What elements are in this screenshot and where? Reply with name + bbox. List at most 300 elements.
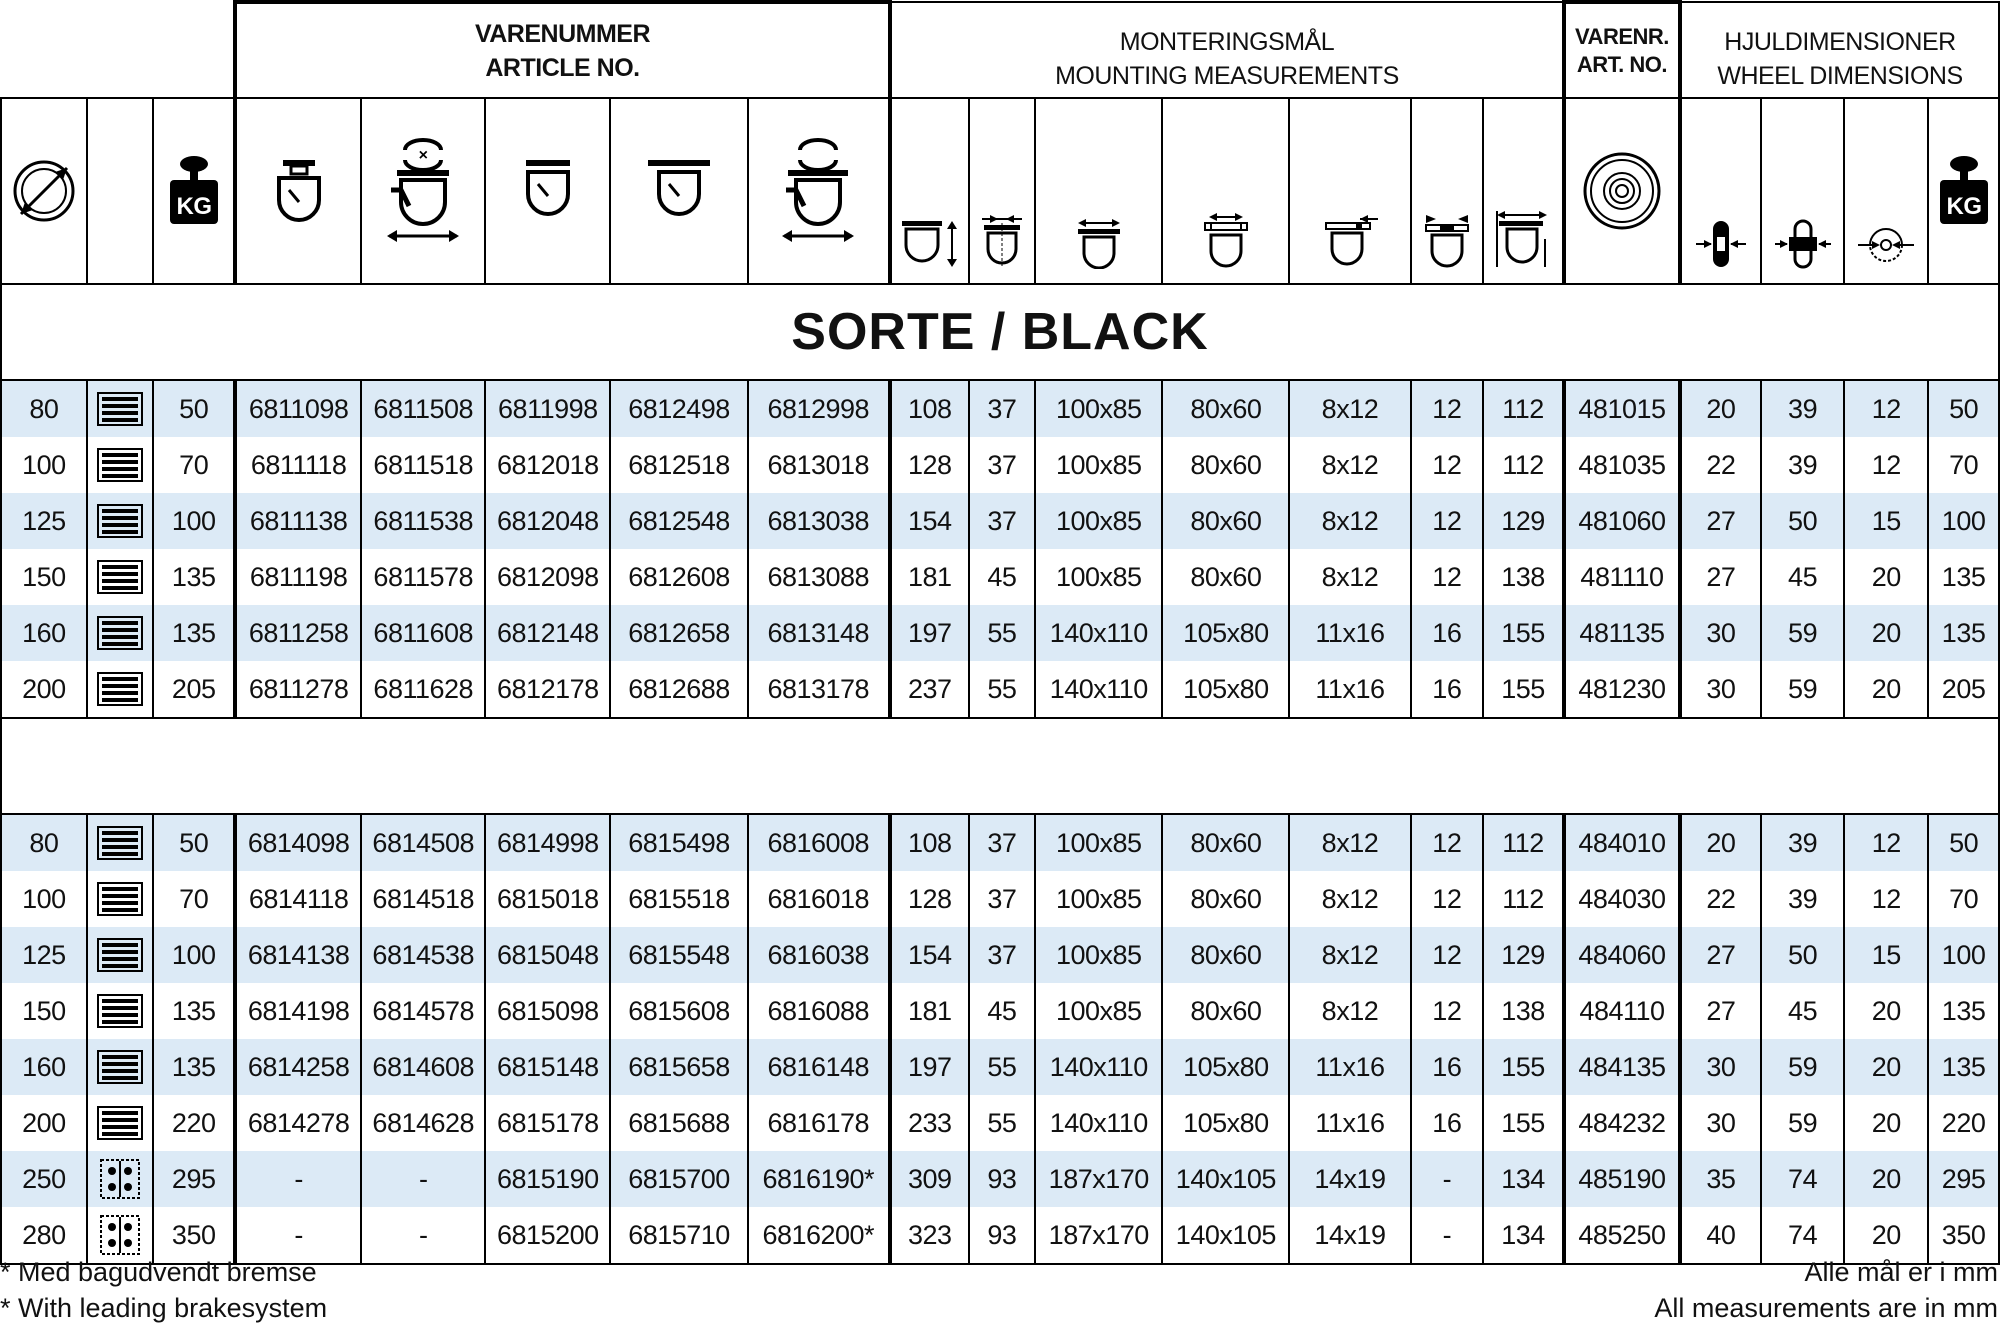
table-cell: 6814508: [361, 814, 485, 871]
swivel-brake-caster-icon: [361, 98, 485, 284]
tread-lines-icon: [87, 1095, 154, 1151]
table-cell: 350: [1928, 1207, 1999, 1264]
table-cell: 93: [969, 1207, 1036, 1264]
tread-lines-icon: [87, 983, 154, 1039]
table-cell: 112: [1483, 437, 1564, 493]
table-cell: 138: [1483, 549, 1564, 605]
table-cell: 295: [153, 1151, 235, 1207]
table-cell: 12: [1411, 437, 1484, 493]
table-cell: 35: [1680, 1151, 1761, 1207]
table-cell: 6816200*: [748, 1207, 890, 1264]
table-cell: 6812148: [485, 605, 610, 661]
fixed-plate-caster-icon: [610, 98, 747, 284]
table-cell: -: [361, 1151, 485, 1207]
table-cell: 220: [153, 1095, 235, 1151]
table-cell: 6814998: [485, 814, 610, 871]
table-cell: 6812018: [485, 437, 610, 493]
table-cell: 100x85: [1035, 437, 1162, 493]
table-cell: 80x60: [1162, 927, 1289, 983]
wheel-dimensions-header: [1680, 2, 1999, 98]
table-cell: 6815018: [485, 871, 610, 927]
table-cell: 6813148: [748, 605, 890, 661]
table-cell: 481110: [1564, 549, 1680, 605]
table-cell: 55: [969, 605, 1036, 661]
tread-lines-icon: [87, 493, 154, 549]
table-cell: 93: [969, 1151, 1036, 1207]
article-no-header-dk: VARENUMMER: [474, 19, 651, 48]
table-cell: 6814098: [235, 814, 361, 871]
table-cell: 154: [890, 493, 969, 549]
mounting-header-dk: MONTERINGSMÅL: [1119, 28, 1335, 56]
table-cell: 197: [890, 605, 969, 661]
table-cell: 20: [1844, 549, 1928, 605]
table-cell: 15: [1844, 927, 1928, 983]
wheel-width-icon: [1680, 98, 1761, 284]
table-cell: 135: [1928, 605, 1999, 661]
kg-label: KG: [176, 193, 212, 220]
table-cell: 59: [1761, 605, 1845, 661]
table-cell: 6815700: [610, 1151, 747, 1207]
table-cell: 6812608: [610, 549, 747, 605]
table-cell: 80x60: [1162, 380, 1289, 437]
table-cell: 6811508: [361, 380, 485, 437]
wheel-art-no-header-en: ART. NO.: [1576, 51, 1668, 77]
table-cell: 6815498: [610, 814, 747, 871]
table-cell: 50: [1928, 380, 1999, 437]
table-cell: 6811118: [235, 437, 361, 493]
tread-lines-icon: [87, 814, 154, 871]
table-cell: 6815048: [485, 927, 610, 983]
table-cell: 100x85: [1035, 871, 1162, 927]
footnote-en: * With leading brakesystem: [0, 1293, 328, 1323]
table-cell: 108: [890, 380, 969, 437]
table-cell: 50: [1761, 493, 1845, 549]
table-cell: 11x16: [1289, 661, 1410, 718]
table-cell: 80x60: [1162, 814, 1289, 871]
table-cell: 128: [890, 437, 969, 493]
table-cell: 6814538: [361, 927, 485, 983]
table-cell: 6811538: [361, 493, 485, 549]
table-cell: 39: [1761, 814, 1845, 871]
table-cell: 128: [890, 871, 969, 927]
table-cell: 140x110: [1035, 661, 1162, 718]
table-row: [1, 1095, 1999, 1151]
table-cell: 134: [1483, 1151, 1564, 1207]
units-note: [1654, 1254, 1998, 1326]
table-cell: 6814578: [361, 983, 485, 1039]
table-cell: 237: [890, 661, 969, 718]
table-cell: 8x12: [1289, 380, 1410, 437]
units-note-en: All measurements are in mm: [1654, 1293, 1998, 1323]
table-cell: 6815098: [485, 983, 610, 1039]
table-row: [1, 549, 1999, 605]
table-cell: 70: [1928, 437, 1999, 493]
table-cell: 12: [1844, 871, 1928, 927]
table-cell: 12: [1844, 814, 1928, 871]
table-cell: 295: [1928, 1151, 1999, 1207]
table-cell: 485250: [1564, 1207, 1680, 1264]
table-cell: 6811258: [235, 605, 361, 661]
table-cell: 20: [1844, 605, 1928, 661]
table-cell: 105x80: [1162, 1095, 1289, 1151]
table-row: [1, 814, 1999, 871]
table-cell: 6811138: [235, 493, 361, 549]
table-cell: 100: [1, 871, 87, 927]
wheel-kg-icon: [1928, 98, 1999, 284]
table-cell: 112: [1483, 871, 1564, 927]
table-cell: 280: [1, 1207, 87, 1264]
table-cell: 140x110: [1035, 1039, 1162, 1095]
table-cell: 27: [1680, 493, 1761, 549]
table-cell: 6813178: [748, 661, 890, 718]
table-cell: 6816088: [748, 983, 890, 1039]
table-cell: 20: [1844, 1095, 1928, 1151]
table-cell: 481135: [1564, 605, 1680, 661]
table-cell: 12: [1411, 493, 1484, 549]
table-cell: 105x80: [1162, 605, 1289, 661]
table-cell: 150: [1, 983, 87, 1039]
table-cell: 12: [1411, 814, 1484, 871]
table-cell: 138: [1483, 983, 1564, 1039]
table-cell: 6816148: [748, 1039, 890, 1095]
table-cell: 309: [890, 1151, 969, 1207]
table-cell: 12: [1844, 437, 1928, 493]
table-cell: 233: [890, 1095, 969, 1151]
table-cell: 80x60: [1162, 983, 1289, 1039]
table-cell: 20: [1680, 814, 1761, 871]
table-cell: 27: [1680, 927, 1761, 983]
mounting-header: [890, 2, 1564, 98]
table-cell: 484232: [1564, 1095, 1680, 1151]
table-cell: 16: [1411, 661, 1484, 718]
table-cell: 108: [890, 814, 969, 871]
table-cell: 27: [1680, 549, 1761, 605]
table-cell: 37: [969, 927, 1036, 983]
table-cell: 37: [969, 871, 1036, 927]
table-cell: 20: [1844, 1039, 1928, 1095]
tread-lines-icon: [87, 871, 154, 927]
total-height-icon: [890, 98, 969, 284]
table-cell: 140x105: [1162, 1207, 1289, 1264]
table-cell: 100: [1928, 927, 1999, 983]
footnotes: [0, 1254, 327, 1326]
table-second-section: [1, 814, 1999, 1264]
table-cell: 140x105: [1162, 1151, 1289, 1207]
tread-lines-icon: [87, 927, 154, 983]
table-cell: 100: [1928, 493, 1999, 549]
table-cell: 6814628: [361, 1095, 485, 1151]
table-cell: 205: [1928, 661, 1999, 718]
table-cell: 484135: [1564, 1039, 1680, 1095]
table-cell: 6811198: [235, 549, 361, 605]
table-cell: 105x80: [1162, 661, 1289, 718]
wheel-dimensions-header-dk: HJULDIMENSIONER: [1724, 28, 1956, 56]
table-cell: 187x170: [1035, 1151, 1162, 1207]
table-cell: 6811628: [361, 661, 485, 718]
table-cell: 6816190*: [748, 1151, 890, 1207]
swivel-caster-icon: [235, 98, 361, 284]
table-cell: 112: [1483, 380, 1564, 437]
table-cell: 27: [1680, 983, 1761, 1039]
table-cell: 8x12: [1289, 983, 1410, 1039]
table-cell: 15: [1844, 493, 1928, 549]
wheel-art-no-header-dk: VARENR.: [1575, 23, 1669, 49]
table-cell: 135: [1928, 1039, 1999, 1095]
offset-icon: [969, 98, 1036, 284]
table-cell: 155: [1483, 661, 1564, 718]
table-cell: 100x85: [1035, 983, 1162, 1039]
table-cell: 154: [890, 927, 969, 983]
table-cell: 135: [153, 605, 235, 661]
table-cell: 481015: [1564, 380, 1680, 437]
section-title: SORTE / BLACK: [1, 284, 1999, 380]
table-cell: -: [1411, 1207, 1484, 1264]
table-cell: 14x19: [1289, 1151, 1410, 1207]
table-cell: 45: [969, 549, 1036, 605]
table-cell: 112: [1483, 814, 1564, 871]
table-cell: 481230: [1564, 661, 1680, 718]
table-cell: 70: [153, 437, 235, 493]
table-cell: 6811998: [485, 380, 610, 437]
table-cell: 160: [1, 1039, 87, 1095]
table-cell: 11x16: [1289, 1095, 1410, 1151]
table-cell: 140x110: [1035, 605, 1162, 661]
table-cell: 6812548: [610, 493, 747, 549]
kg-load-icon: [153, 98, 235, 284]
table-cell: 6814278: [235, 1095, 361, 1151]
table-cell: 16: [1411, 1095, 1484, 1151]
tread-lines-icon: [87, 437, 154, 493]
table-cell: 45: [1761, 549, 1845, 605]
tread-lines-icon: [87, 1039, 154, 1095]
table-cell: -: [235, 1207, 361, 1264]
table-cell: 134: [1483, 1207, 1564, 1264]
table-cell: 6816038: [748, 927, 890, 983]
table-cell: 12: [1411, 983, 1484, 1039]
table-cell: 40: [1680, 1207, 1761, 1264]
table-cell: 6814138: [235, 927, 361, 983]
table-cell: 6811608: [361, 605, 485, 661]
table-cell: 8x12: [1289, 437, 1410, 493]
table-cell: 140x110: [1035, 1095, 1162, 1151]
table-cell: 200: [1, 1095, 87, 1151]
table-cell: 481060: [1564, 493, 1680, 549]
tread-lines-icon: [87, 549, 154, 605]
table-cell: 20: [1844, 661, 1928, 718]
table-cell: 6814258: [235, 1039, 361, 1095]
bolt-hole-icon: [1289, 98, 1410, 284]
table-cell: 135: [1928, 983, 1999, 1039]
table-cell: 181: [890, 549, 969, 605]
table-cell: 30: [1680, 1039, 1761, 1095]
table-cell: 187x170: [1035, 1207, 1162, 1264]
table-cell: 6812098: [485, 549, 610, 605]
table-cell: 129: [1483, 493, 1564, 549]
table-cell: 55: [969, 661, 1036, 718]
table-cell: 100x85: [1035, 549, 1162, 605]
table-row: [1, 1039, 1999, 1095]
table-row: [1, 983, 1999, 1039]
header-blank: [1, 2, 235, 98]
table-cell: 6815608: [610, 983, 747, 1039]
table-cell: 129: [1483, 927, 1564, 983]
table-cell: 12: [1411, 380, 1484, 437]
table-cell: 6811098: [235, 380, 361, 437]
section-spacer: [1, 718, 1999, 814]
table-cell: 6813018: [748, 437, 890, 493]
table-cell: 105x80: [1162, 1039, 1289, 1095]
table-cell: 100x85: [1035, 493, 1162, 549]
table-cell: 37: [969, 493, 1036, 549]
table-cell: 59: [1761, 1095, 1845, 1151]
table-cell: 6815518: [610, 871, 747, 927]
table-cell: 6814198: [235, 983, 361, 1039]
table-cell: 125: [1, 927, 87, 983]
bolt-diameter-icon: [1411, 98, 1484, 284]
table-cell: 55: [969, 1095, 1036, 1151]
table-cell: 205: [153, 661, 235, 718]
table-cell: 45: [969, 983, 1036, 1039]
tread-lines-icon: [87, 605, 154, 661]
table-cell: 50: [1928, 814, 1999, 871]
table-cell: 50: [153, 380, 235, 437]
article-no-header: [235, 2, 890, 98]
table-row: [1, 1151, 1999, 1207]
wheel-kg-label: KG: [1946, 193, 1982, 220]
table-cell: 74: [1761, 1151, 1845, 1207]
table-cell: 20: [1844, 1207, 1928, 1264]
table-cell: 100: [1, 437, 87, 493]
table-cell: 250: [1, 1151, 87, 1207]
table-cell: 80: [1, 814, 87, 871]
table-row: [1, 927, 1999, 983]
table-cell: 100x85: [1035, 380, 1162, 437]
table-cell: 484110: [1564, 983, 1680, 1039]
wheel-art-no-header: [1564, 2, 1680, 98]
table-cell: 50: [153, 814, 235, 871]
table-cell: 16: [1411, 1039, 1484, 1095]
table-cell: 150: [1, 549, 87, 605]
tread-lines-icon: [87, 380, 154, 437]
table-row: [1, 605, 1999, 661]
table-cell: 80x60: [1162, 493, 1289, 549]
table-cell: 50: [1761, 927, 1845, 983]
tread-dots-icon: [87, 1151, 154, 1207]
table-cell: 70: [1928, 871, 1999, 927]
table-cell: 484010: [1564, 814, 1680, 871]
table-cell: 135: [1928, 549, 1999, 605]
table-cell: 8x12: [1289, 927, 1410, 983]
table-cell: 12: [1411, 549, 1484, 605]
table-cell: 100: [153, 927, 235, 983]
table-cell: 6813038: [748, 493, 890, 549]
table-cell: 12: [1411, 927, 1484, 983]
hole-spacing-icon: [1162, 98, 1289, 284]
table-cell: 8x12: [1289, 549, 1410, 605]
icon-row: [1, 98, 1999, 284]
table-cell: 100: [153, 493, 235, 549]
table-cell: 6814118: [235, 871, 361, 927]
table-cell: 6812498: [610, 380, 747, 437]
table-cell: 6813088: [748, 549, 890, 605]
wheel-diameter-icon: [1, 98, 87, 284]
table-cell: 59: [1761, 1039, 1845, 1095]
table-cell: 155: [1483, 1095, 1564, 1151]
table-cell: 125: [1, 493, 87, 549]
wheel-icon: [1564, 98, 1680, 284]
table-cell: 155: [1483, 605, 1564, 661]
table-cell: 39: [1761, 871, 1845, 927]
table-cell: 6815688: [610, 1095, 747, 1151]
table-cell: 39: [1761, 437, 1845, 493]
table-cell: 6811278: [235, 661, 361, 718]
table-cell: 6815710: [610, 1207, 747, 1264]
table-cell: 74: [1761, 1207, 1845, 1264]
table-cell: 11x16: [1289, 605, 1410, 661]
table-cell: 6812998: [748, 380, 890, 437]
table-cell: 100x85: [1035, 814, 1162, 871]
table-cell: 80x60: [1162, 871, 1289, 927]
table-cell: 12: [1411, 871, 1484, 927]
table-cell: 484030: [1564, 871, 1680, 927]
table-cell: 80: [1, 380, 87, 437]
table-cell: -: [1411, 1151, 1484, 1207]
table-cell: 200: [1, 661, 87, 718]
table-row: [1, 493, 1999, 549]
table-cell: 14x19: [1289, 1207, 1410, 1264]
table-cell: 350: [153, 1207, 235, 1264]
table-cell: 8x12: [1289, 493, 1410, 549]
table-cell: 55: [969, 1039, 1036, 1095]
table-cell: 16: [1411, 605, 1484, 661]
table-cell: 37: [969, 814, 1036, 871]
table-cell: 8x12: [1289, 871, 1410, 927]
table-cell: 8x12: [1289, 814, 1410, 871]
table-cell: 6812048: [485, 493, 610, 549]
swivel-radius-icon: [1483, 98, 1564, 284]
table-cell: 481035: [1564, 437, 1680, 493]
table-cell: 37: [969, 437, 1036, 493]
table-cell: 484060: [1564, 927, 1680, 983]
table-cell: 22: [1680, 437, 1761, 493]
footnote-dk: * Med bagudvendt bremse: [0, 1257, 317, 1287]
table-cell: 6812658: [610, 605, 747, 661]
swivel-leading-brake-icon: [748, 98, 890, 284]
table-row: [1, 437, 1999, 493]
units-note-dk: Alle mål er i mm: [1804, 1257, 1998, 1287]
table-cell: 181: [890, 983, 969, 1039]
table-cell: 6811578: [361, 549, 485, 605]
table-cell: 20: [1844, 983, 1928, 1039]
table-row: [1, 661, 1999, 718]
table-cell: 6816178: [748, 1095, 890, 1151]
table-cell: 37: [969, 380, 1036, 437]
table-cell: 135: [153, 983, 235, 1039]
table-cell: 100x85: [1035, 927, 1162, 983]
table-cell: 220: [1928, 1095, 1999, 1151]
table-cell: 6816008: [748, 814, 890, 871]
table-cell: 12: [1844, 380, 1928, 437]
table-cell: 6812178: [485, 661, 610, 718]
hub-length-icon: [1761, 98, 1845, 284]
table-cell: 155: [1483, 1039, 1564, 1095]
table-cell: 6815200: [485, 1207, 610, 1264]
table-cell: 6811518: [361, 437, 485, 493]
table-cell: 11x16: [1289, 1039, 1410, 1095]
table-cell: 197: [890, 1039, 969, 1095]
table-cell: 20: [1844, 1151, 1928, 1207]
table-cell: 80x60: [1162, 437, 1289, 493]
